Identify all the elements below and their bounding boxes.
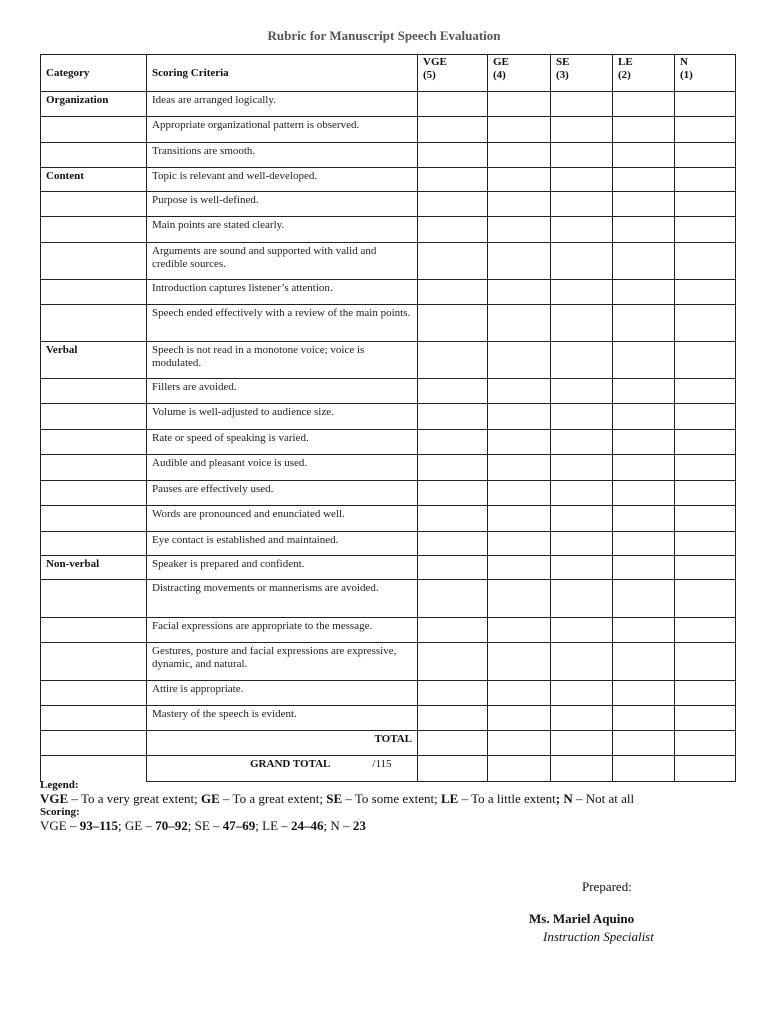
score-cell-se[interactable]	[551, 305, 613, 342]
score-cell-vge[interactable]	[418, 481, 488, 506]
category-cell: Verbal	[41, 342, 147, 379]
score-cell-n[interactable]	[675, 455, 736, 481]
category-cell	[41, 506, 147, 532]
score-cell-se[interactable]	[551, 404, 613, 430]
score-cell-ge[interactable]	[488, 618, 551, 643]
category-cell	[41, 143, 147, 168]
legend-text: To a great extent	[232, 791, 320, 806]
total-cell-n[interactable]	[675, 731, 736, 756]
score-cell-vge[interactable]	[418, 217, 488, 243]
score-cell-le[interactable]	[613, 481, 675, 506]
scale-abbr: GE	[493, 56, 509, 68]
legend-abbr: SE	[326, 791, 343, 806]
legend-text: To some extent	[354, 791, 435, 806]
scoring-abbr: SE	[194, 818, 210, 833]
score-cell-vge[interactable]	[418, 532, 488, 556]
score-cell-se[interactable]	[551, 217, 613, 243]
score-cell-se[interactable]	[551, 481, 613, 506]
legend-abbr: GE	[200, 791, 220, 806]
grand-total-cell-ge[interactable]	[488, 756, 551, 782]
criterion-cell: Purpose is well-defined.	[147, 192, 418, 217]
total-cell-ge[interactable]	[488, 731, 551, 756]
table-row	[41, 706, 736, 731]
table-row	[41, 280, 736, 305]
score-cell-se[interactable]	[551, 243, 613, 280]
table-row	[41, 404, 736, 430]
score-cell-n[interactable]	[675, 305, 736, 342]
score-cell-n[interactable]	[675, 618, 736, 643]
table-row	[41, 168, 736, 192]
scoring-range: 47–69	[222, 818, 256, 833]
criterion-cell: Eye contact is established and maintained.	[147, 532, 418, 556]
score-cell-se[interactable]	[551, 643, 613, 681]
category-cell	[41, 455, 147, 481]
score-cell-ge[interactable]	[488, 143, 551, 168]
score-cell-se[interactable]	[551, 342, 613, 379]
total-cell-le[interactable]	[613, 731, 675, 756]
score-cell-vge[interactable]	[418, 556, 488, 580]
legend-text: To a very great extent	[80, 791, 195, 806]
blank-cell	[41, 756, 147, 782]
category-cell	[41, 217, 147, 243]
criterion-cell: Ideas are arranged logically.	[147, 92, 418, 117]
criterion-cell: Words are pronounced and enunciated well.	[147, 506, 418, 532]
score-cell-n[interactable]	[675, 143, 736, 168]
score-cell-n[interactable]	[675, 481, 736, 506]
signatory-role: Instruction Specialist	[543, 929, 654, 944]
score-cell-vge[interactable]	[418, 92, 488, 117]
table-row	[41, 342, 736, 379]
score-cell-n[interactable]	[675, 404, 736, 430]
criterion-cell: Facial expressions are appropriate to the message.	[147, 618, 418, 643]
criterion-cell: Pauses are effectively used.	[147, 481, 418, 506]
legend-text: Not at all	[585, 791, 635, 806]
score-cell-ge[interactable]	[488, 481, 551, 506]
scale-header-se	[551, 55, 613, 92]
score-cell-vge[interactable]	[418, 117, 488, 143]
score-cell-n[interactable]	[675, 706, 736, 731]
category-cell	[41, 280, 147, 305]
legend-section	[40, 779, 740, 833]
score-cell-ge[interactable]	[488, 217, 551, 243]
score-cell-se[interactable]	[551, 455, 613, 481]
grand-total-cell-vge[interactable]	[418, 756, 488, 782]
scoring-heading: Scoring:	[40, 806, 80, 818]
criterion-cell: Main points are stated clearly.	[147, 217, 418, 243]
category-cell: Non-verbal	[41, 556, 147, 580]
score-cell-le[interactable]	[613, 404, 675, 430]
score-cell-vge[interactable]	[418, 280, 488, 305]
score-cell-n[interactable]	[675, 117, 736, 143]
score-cell-le[interactable]	[613, 192, 675, 217]
score-cell-n[interactable]	[675, 681, 736, 706]
score-cell-vge[interactable]	[418, 404, 488, 430]
signatory-name: Ms. Mariel Aquino	[529, 911, 635, 926]
table-row	[41, 92, 736, 117]
score-cell-ge[interactable]	[488, 580, 551, 618]
score-cell-se[interactable]	[551, 192, 613, 217]
score-cell-le[interactable]	[613, 280, 675, 305]
grand-total-cell	[147, 756, 418, 782]
criterion-cell: Speech ended effectively with a review of the main points.	[147, 305, 418, 342]
table-row	[41, 481, 736, 506]
score-cell-se[interactable]	[551, 280, 613, 305]
criterion-cell: Introduction captures listener’s attention.	[147, 280, 418, 305]
score-cell-se[interactable]	[551, 556, 613, 580]
scale-abbr: N	[680, 56, 688, 68]
scale-points: (5)	[423, 69, 436, 81]
score-cell-vge[interactable]	[418, 168, 488, 192]
legend-text: To a little extent	[471, 791, 556, 806]
table-row	[41, 455, 736, 481]
score-cell-n[interactable]	[675, 168, 736, 192]
grand-total-cell-n[interactable]	[675, 756, 736, 782]
table-row	[41, 618, 736, 643]
category-cell	[41, 580, 147, 618]
score-cell-vge[interactable]	[418, 342, 488, 379]
score-cell-n[interactable]	[675, 580, 736, 618]
category-cell: Content	[41, 168, 147, 192]
scoring-range: 24–46	[291, 818, 324, 833]
scoring-abbr: GE	[124, 818, 143, 833]
score-cell-vge[interactable]	[418, 618, 488, 643]
grand-total-max: /115	[372, 758, 392, 770]
criterion-cell: Appropriate organizational pattern is observed.	[147, 117, 418, 143]
score-cell-vge[interactable]	[418, 143, 488, 168]
score-cell-se[interactable]	[551, 681, 613, 706]
scale-points: (3)	[556, 69, 569, 81]
criterion-cell: Fillers are avoided.	[147, 379, 418, 404]
document-title: Rubric for Manuscript Speech Evaluation	[267, 28, 501, 43]
prepared-label: Prepared:	[582, 879, 632, 894]
score-cell-n[interactable]	[675, 506, 736, 532]
score-cell-n[interactable]	[675, 192, 736, 217]
score-cell-ge[interactable]	[488, 92, 551, 117]
category-cell: Organization	[41, 92, 147, 117]
legend-abbr: LE	[441, 791, 459, 806]
scale-header-n	[675, 55, 736, 92]
category-cell	[41, 681, 147, 706]
legend-line: VGE – To a very great extent; GE – To a great extent; SE – To some extent; LE – To a little extent; N – Not at all	[40, 791, 635, 806]
scale-header-ge	[488, 55, 551, 92]
score-cell-ge[interactable]	[488, 455, 551, 481]
category-header: Category	[41, 55, 147, 92]
table-row	[41, 556, 736, 580]
scoring-line: VGE – 93–115; GE – 70–92; SE – 47–69; LE – 24–46; N – 23	[40, 818, 366, 833]
criterion-cell: Audible and pleasant voice is used.	[147, 455, 418, 481]
category-cell	[41, 117, 147, 143]
score-cell-le[interactable]	[613, 618, 675, 643]
table-row	[41, 506, 736, 532]
score-cell-le[interactable]	[613, 556, 675, 580]
scoring-abbr: N	[330, 818, 340, 833]
table-row	[41, 217, 736, 243]
score-cell-le[interactable]	[613, 143, 675, 168]
score-cell-se[interactable]	[551, 430, 613, 455]
category-cell	[41, 192, 147, 217]
score-cell-le[interactable]	[613, 243, 675, 280]
score-cell-n[interactable]	[675, 430, 736, 455]
score-cell-vge[interactable]	[418, 506, 488, 532]
score-cell-se[interactable]	[551, 706, 613, 731]
grand-total-label: GRAND TOTAL	[250, 758, 331, 770]
score-cell-se[interactable]	[551, 618, 613, 643]
score-cell-n[interactable]	[675, 342, 736, 379]
score-cell-n[interactable]	[675, 217, 736, 243]
table-row	[41, 143, 736, 168]
score-cell-le[interactable]	[613, 681, 675, 706]
score-cell-ge[interactable]	[488, 556, 551, 580]
score-cell-ge[interactable]	[488, 243, 551, 280]
criterion-cell: Mastery of the speech is evident.	[147, 706, 418, 731]
table-row	[41, 643, 736, 681]
criterion-cell: Transitions are smooth.	[147, 143, 418, 168]
score-cell-se[interactable]	[551, 143, 613, 168]
score-cell-ge[interactable]	[488, 168, 551, 192]
score-cell-n[interactable]	[675, 92, 736, 117]
scoring-range: 93–115	[79, 818, 119, 833]
score-cell-le[interactable]	[613, 92, 675, 117]
score-cell-se[interactable]	[551, 168, 613, 192]
criterion-cell: Arguments are sound and supported with valid and credible sources.	[147, 243, 418, 280]
table-row	[41, 117, 736, 143]
legend-abbr: VGE	[40, 791, 69, 806]
table-row	[41, 192, 736, 217]
total-cell-se[interactable]	[551, 731, 613, 756]
scoring-abbr: LE	[262, 818, 279, 833]
score-cell-vge[interactable]	[418, 580, 488, 618]
criterion-cell: Topic is relevant and well-developed.	[147, 168, 418, 192]
score-cell-le[interactable]	[613, 580, 675, 618]
category-cell	[41, 706, 147, 731]
scoring-range: 23	[352, 818, 366, 833]
score-cell-vge[interactable]	[418, 243, 488, 280]
score-cell-vge[interactable]	[418, 455, 488, 481]
table-row	[41, 532, 736, 556]
score-cell-ge[interactable]	[488, 532, 551, 556]
grand-total-row	[41, 756, 736, 782]
table-row	[41, 305, 736, 342]
score-cell-le[interactable]	[613, 342, 675, 379]
criterion-cell: Speech is not read in a monotone voice; voice is modulated.	[147, 342, 418, 379]
table-row	[41, 681, 736, 706]
score-cell-vge[interactable]	[418, 379, 488, 404]
scale-header-vge	[418, 55, 488, 92]
category-cell	[41, 305, 147, 342]
score-cell-le[interactable]	[613, 305, 675, 342]
score-cell-ge[interactable]	[488, 506, 551, 532]
score-cell-ge[interactable]	[488, 379, 551, 404]
score-cell-n[interactable]	[675, 379, 736, 404]
grand-total-cell-se[interactable]	[551, 756, 613, 782]
table-row	[41, 243, 736, 280]
score-cell-ge[interactable]	[488, 404, 551, 430]
table-row	[41, 379, 736, 404]
scale-abbr: LE	[618, 56, 633, 68]
table-header-row	[41, 55, 736, 92]
score-cell-le[interactable]	[613, 455, 675, 481]
scale-abbr: SE	[556, 56, 570, 68]
score-cell-se[interactable]	[551, 532, 613, 556]
score-cell-le[interactable]	[613, 117, 675, 143]
category-cell	[41, 481, 147, 506]
score-cell-n[interactable]	[675, 532, 736, 556]
scoring-abbr: VGE	[40, 818, 67, 833]
scale-points: (2)	[618, 69, 631, 81]
score-cell-n[interactable]	[675, 243, 736, 280]
score-cell-le[interactable]	[613, 706, 675, 731]
legend-heading: Legend:	[40, 779, 79, 791]
score-cell-vge[interactable]	[418, 305, 488, 342]
score-cell-vge[interactable]	[418, 706, 488, 731]
grand-total-cell-le[interactable]	[613, 756, 675, 782]
total-cell-vge[interactable]	[418, 731, 488, 756]
score-cell-vge[interactable]	[418, 192, 488, 217]
scoring-range: 70–92	[155, 818, 188, 833]
scale-points: (1)	[680, 69, 693, 81]
score-cell-ge[interactable]	[488, 643, 551, 681]
score-cell-n[interactable]	[675, 556, 736, 580]
criterion-cell: Rate or speed of speaking is varied.	[147, 430, 418, 455]
score-cell-le[interactable]	[613, 532, 675, 556]
score-cell-vge[interactable]	[418, 643, 488, 681]
score-cell-vge[interactable]	[418, 681, 488, 706]
scale-header-le	[613, 55, 675, 92]
criterion-cell: Volume is well-adjusted to audience size.	[147, 404, 418, 430]
criteria-header: Scoring Criteria	[147, 55, 418, 92]
total-label: TOTAL	[147, 731, 418, 756]
total-row	[41, 731, 736, 756]
score-cell-le[interactable]	[613, 168, 675, 192]
category-cell	[41, 404, 147, 430]
score-cell-se[interactable]	[551, 379, 613, 404]
score-cell-ge[interactable]	[488, 280, 551, 305]
rubric-table	[40, 54, 736, 782]
score-cell-le[interactable]	[613, 430, 675, 455]
score-cell-ge[interactable]	[488, 342, 551, 379]
score-cell-ge[interactable]	[488, 192, 551, 217]
score-cell-ge[interactable]	[488, 430, 551, 455]
category-cell	[41, 243, 147, 280]
score-cell-le[interactable]	[613, 506, 675, 532]
score-cell-n[interactable]	[675, 643, 736, 681]
criterion-cell: Distracting movements or mannerisms are avoided.	[147, 580, 418, 618]
score-cell-ge[interactable]	[488, 117, 551, 143]
blank-cell	[41, 731, 147, 756]
scale-abbr: VGE	[423, 56, 447, 68]
category-cell	[41, 379, 147, 404]
criterion-cell: Gestures, posture and facial expressions are expressive, dynamic, and natural.	[147, 643, 418, 681]
score-cell-le[interactable]	[613, 379, 675, 404]
category-cell	[41, 618, 147, 643]
score-cell-le[interactable]	[613, 217, 675, 243]
score-cell-le[interactable]	[613, 643, 675, 681]
category-cell	[41, 532, 147, 556]
criterion-cell: Speaker is prepared and confident.	[147, 556, 418, 580]
category-cell	[41, 643, 147, 681]
score-cell-n[interactable]	[675, 280, 736, 305]
table-row	[41, 430, 736, 455]
score-cell-se[interactable]	[551, 92, 613, 117]
table-row	[41, 580, 736, 618]
score-cell-se[interactable]	[551, 117, 613, 143]
scale-points: (4)	[493, 69, 506, 81]
category-cell	[41, 430, 147, 455]
score-cell-se[interactable]	[551, 580, 613, 618]
score-cell-se[interactable]	[551, 506, 613, 532]
legend-abbr: N	[563, 791, 573, 806]
score-cell-ge[interactable]	[488, 305, 551, 342]
criterion-cell: Attire is appropriate.	[147, 681, 418, 706]
score-cell-vge[interactable]	[418, 430, 488, 455]
score-cell-ge[interactable]	[488, 706, 551, 731]
score-cell-ge[interactable]	[488, 681, 551, 706]
